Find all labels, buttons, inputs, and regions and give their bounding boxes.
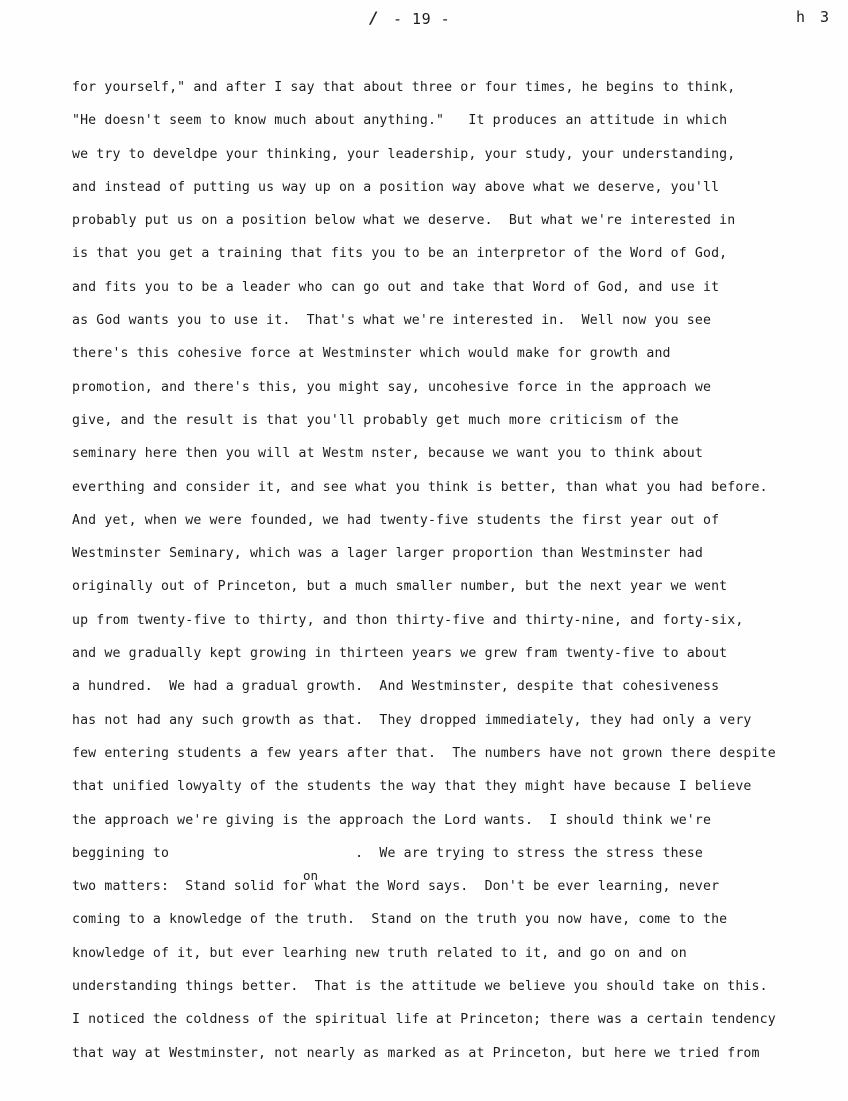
text-line: knowledge of it, but ever learhing new truth related to it, and go on and on [72, 945, 687, 961]
text-line: there's this cohesive force at Westminster which would make for growth and [72, 346, 671, 362]
text-line: beggining to . We are trying to stress the stress these [72, 845, 703, 861]
text-line: we try to develdpe your thinking, your leadership, your study, your understanding, [72, 146, 736, 162]
page-number: - 19 - [393, 10, 451, 28]
text-line: give, and the result is that you'll probably get much more criticism of the [72, 412, 679, 428]
text-line: two matters: Stand solid for what the Word says. Don't be ever learning, never [72, 879, 720, 895]
text-line: And yet, when we were founded, we had twenty-five students the first year out of [72, 512, 720, 528]
text-line: probably put us on a position below what we deserve. But what we're interested in [72, 213, 736, 229]
text-line: as God wants you to use it. That's what we're interested in. Well now you see [72, 313, 712, 329]
text-line: seminary here then you will at Westm nster, because we want you to think about [72, 446, 703, 462]
text-line: everthing and consider it, and see what you think is better, than what you had before. [72, 479, 768, 495]
text-line: the approach we're giving is the approach the Lord wants. I should think we're [72, 812, 712, 828]
text-line: promotion, and there's this, you might say, uncohesive force in the approach we [72, 379, 712, 395]
text-line: has not had any such growth as that. They dropped immediately, they had only a very [72, 712, 752, 728]
text-line: originally out of Princeton, but a much smaller number, but the next year we went [72, 579, 728, 595]
text-line: a hundred. We had a gradual growth. And Westminster, despite that cohesiveness [72, 679, 720, 695]
text-line: and fits you to be a leader who can go out and take that Word of God, and use it [72, 279, 720, 295]
text-line: up from twenty-five to thirty, and thon thirty-five and thirty-nine, and forty-six, [72, 612, 744, 628]
text-line: that unified lowyalty of the students the way that they might have because I believe [72, 779, 752, 795]
text-line: for yourself," and after I say that about three or four times, he begins to think, [72, 80, 736, 95]
typewritten-body [72, 78, 812, 1077]
text-line: that way at Westminster, not nearly as marked as at Princeton, but here we tried from [72, 1045, 760, 1061]
text-line: and we gradually kept growing in thirteen years we grew fram twenty-five to about [72, 646, 728, 662]
text-line: and instead of putting us way up on a position way above what we deserve, you'll [72, 179, 720, 195]
text-line: understanding things better. That is the attitude we believe you should take on this. [72, 979, 768, 995]
text-line: I noticed the coldness of the spiritual life at Princeton; there was a certain tendency [72, 1012, 776, 1028]
handwritten-page-mark: / [369, 8, 379, 27]
text-line: coming to a knowledge of the truth. Stand on the truth you now have, come to the [72, 912, 728, 928]
text-line: Westminster Seminary, which was a lager larger proportion than Westminster had [72, 546, 703, 562]
text-line: "He doesn't seem to know much about anything." It produces an attitude in which [72, 113, 728, 129]
text-line: few entering students a few years after that. The numbers have not grown there despite [72, 745, 776, 761]
text-line: is that you get a training that fits you to be an interpretor of the Word of God, [72, 246, 728, 262]
interlinear-insertion: on [303, 868, 319, 883]
corner-identifier: h 3 [796, 8, 833, 26]
